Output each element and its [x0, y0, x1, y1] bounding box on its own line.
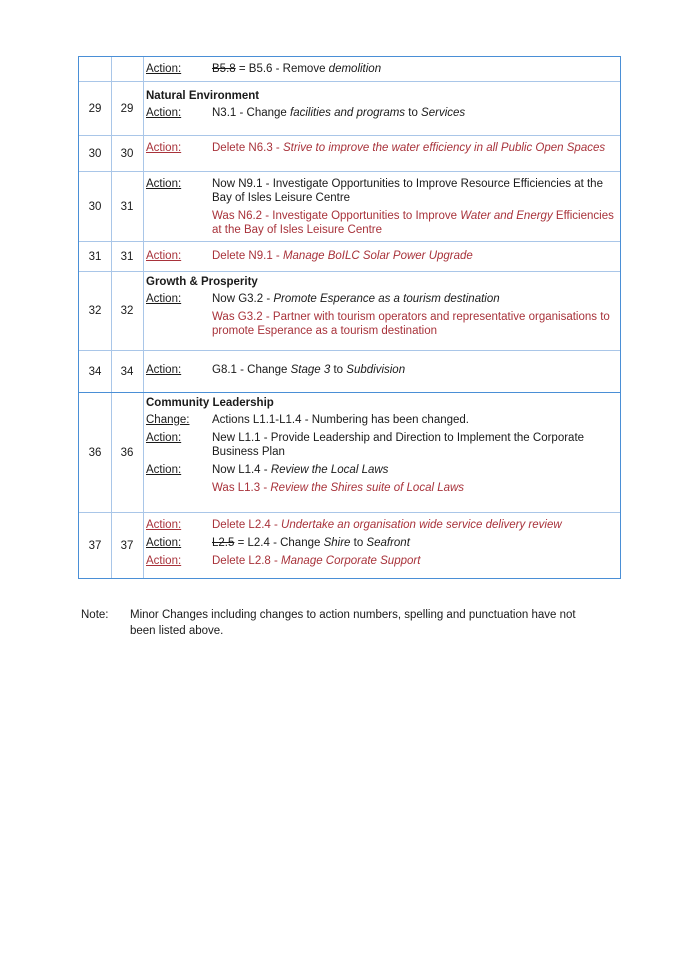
change-text: Delete N6.3 - — [212, 142, 283, 154]
change-label: Action: — [146, 293, 182, 305]
change-line — [146, 249, 616, 263]
page-new: 31 — [111, 242, 144, 271]
change-line — [146, 62, 616, 76]
change-label: Action: — [146, 464, 182, 476]
page-old: 37 — [79, 513, 112, 578]
change-text: New L1.1 - Provide Leadership and Direction to Implement the Corporate Business Plan — [212, 432, 585, 458]
change-italic: Services — [421, 107, 466, 119]
changes-table — [78, 56, 621, 579]
table-row — [79, 81, 620, 135]
change-cell — [143, 272, 620, 345]
page-old: 29 — [79, 82, 112, 135]
change-italic: Promote Esperance as a tourism destination — [273, 293, 500, 305]
change-cell — [143, 242, 620, 270]
change-label: Action: — [146, 142, 182, 154]
table-row — [79, 241, 620, 271]
footnote — [81, 607, 601, 639]
change-text: = L2.4 - Change — [234, 537, 324, 549]
change-line — [146, 554, 616, 568]
change-line — [146, 209, 616, 237]
change-line — [146, 518, 616, 532]
change-text: to — [405, 107, 422, 119]
change-italic: demolition — [328, 63, 382, 75]
change-italic: Subdivision — [346, 364, 406, 376]
page-new: 29 — [111, 82, 144, 135]
change-text: N3.1 - Change — [212, 107, 290, 119]
change-line — [146, 141, 616, 155]
change-label: Change: — [146, 414, 190, 426]
change-label: Action: — [146, 537, 182, 549]
section-heading: Growth & Prosperity — [146, 276, 258, 288]
table-row — [79, 171, 620, 241]
change-text: to — [350, 537, 367, 549]
table-row — [79, 512, 620, 578]
change-text: Was G3.2 - Partner with tourism operators and representative organisations to promote Esperance as a tourism destination — [212, 311, 610, 337]
change-text: Delete L2.4 - — [212, 519, 282, 531]
change-line — [146, 481, 616, 495]
change-text: Delete L2.8 - — [212, 555, 282, 567]
change-line — [146, 431, 616, 459]
change-italic: facilities and programs — [290, 107, 406, 119]
change-italic: Strive to improve the water efficiency in all Public Open Spaces — [282, 142, 606, 154]
page-new: 34 — [111, 351, 144, 392]
section-heading: Community Leadership — [146, 397, 274, 409]
page-old: 34 — [79, 351, 112, 392]
struck-number: B5.8 — [212, 63, 236, 75]
page-new: 37 — [111, 513, 144, 578]
change-cell — [143, 351, 620, 384]
change-line — [146, 177, 616, 205]
change-text: Actions L1.1-L1.4 - Numbering has been changed. — [212, 414, 469, 426]
change-italic: Manage Corporate Support — [281, 555, 421, 567]
note-text: Minor Changes including changes to action numbers, spelling and punctuation have not been listed above. — [130, 609, 576, 637]
change-label: Action: — [146, 519, 182, 531]
page-new: 32 — [111, 272, 144, 350]
change-text: Was L1.3 - — [212, 482, 271, 494]
change-cell — [143, 136, 620, 162]
change-text: Was N6.2 - Investigate Opportunities to Improve — [212, 210, 461, 222]
section-heading: Natural Environment — [146, 90, 260, 102]
page-old: 30 — [79, 136, 112, 171]
change-italic: Review the Local Laws — [270, 464, 389, 476]
change-line — [146, 106, 616, 120]
page-old — [79, 57, 112, 81]
change-text: Now G3.2 - — [212, 293, 274, 305]
table-row — [79, 271, 620, 350]
change-text: Delete N9.1 - — [212, 250, 283, 262]
page-new: 36 — [111, 393, 144, 512]
change-cell — [143, 513, 620, 575]
change-text: Efficiencies at the Bay of Isles Leisure Centre — [212, 210, 614, 236]
change-text: Now L1.4 - — [212, 464, 271, 476]
change-cell — [143, 172, 620, 244]
note-label: Note: — [81, 609, 109, 621]
change-label: Action: — [146, 107, 182, 119]
change-line — [146, 292, 616, 306]
change-italic: Seafront — [366, 537, 410, 549]
change-line — [146, 413, 616, 427]
struck-number: L2.5 — [212, 537, 235, 549]
page-old: 30 — [79, 172, 112, 241]
change-line — [146, 536, 616, 550]
change-text: to — [330, 364, 347, 376]
change-text: = B5.6 - Remove — [235, 63, 329, 75]
table-row — [79, 392, 620, 512]
change-label: Action: — [146, 250, 182, 262]
change-label: Action: — [146, 432, 182, 444]
page-new: 30 — [111, 136, 144, 171]
page-new — [111, 57, 144, 81]
change-label: Action: — [146, 63, 182, 75]
table-row — [79, 57, 620, 81]
change-label: Action: — [146, 364, 182, 376]
change-text: Now N9.1 - Investigate Opportunities to Improve Resource Efficiencies at the Bay of Isles Leisure Centre — [212, 178, 603, 204]
page-old: 36 — [79, 393, 112, 512]
change-cell — [143, 82, 620, 127]
change-italic: Shire — [323, 537, 351, 549]
change-cell — [143, 393, 620, 502]
page-old: 32 — [79, 272, 112, 350]
change-text: G8.1 - Change — [212, 364, 291, 376]
table-row — [79, 350, 620, 392]
change-label: Action: — [146, 555, 182, 567]
page-old: 31 — [79, 242, 112, 271]
change-italic: Review the Shires suite of Local Laws — [270, 482, 465, 494]
change-line — [146, 310, 616, 338]
change-line — [146, 463, 616, 477]
table-row — [79, 135, 620, 171]
page-new: 31 — [111, 172, 144, 241]
change-italic: Undertake an organisation wide service delivery review — [281, 519, 562, 531]
change-italic: Manage BoILC Solar Power Upgrade — [282, 250, 473, 262]
change-cell — [143, 57, 620, 83]
change-line — [146, 363, 616, 377]
change-label: Action: — [146, 178, 182, 190]
change-italic: Stage 3 — [290, 364, 331, 376]
change-italic: Water and Energy — [460, 210, 553, 222]
